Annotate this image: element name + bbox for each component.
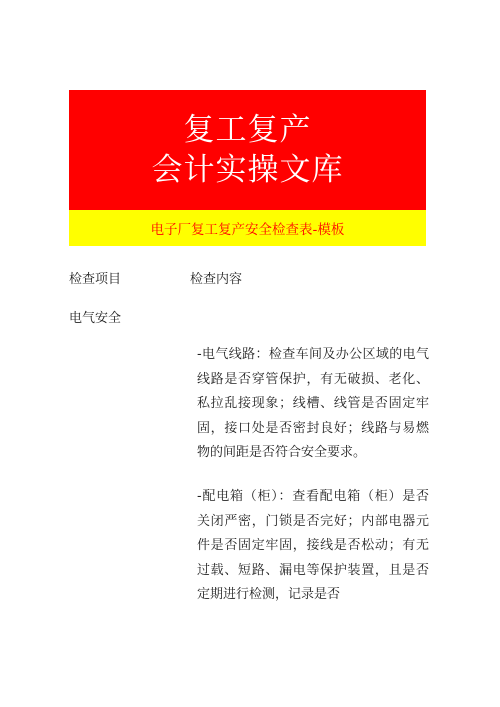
- title-banner: [69, 90, 426, 210]
- check-item-distribution-box: -配电箱（柜）：查看配电箱（柜）是否关闭严密，门锁是否完好；内部电器元件是否固定牢固，接线是否松动；有无过载、短路、漏电等保护装置，且是否定期进行检测，记录是否: [197, 489, 429, 602]
- subtitle-bar: [69, 210, 426, 246]
- column-header-content: 检查内容: [190, 272, 243, 287]
- banner-title-line-1: 复工复产: [183, 112, 312, 148]
- column-header-item: 检查项目: [69, 272, 122, 287]
- check-item-electrical-wiring: -电气线路：检查车间及办公区域的电气线路是否穿管保护，有无破损、老化、私拉乱接现象；线槽、线管是否固定牢固，接口处是否密封良好；线路与易燃物的间距是否符合安全要求。: [197, 347, 429, 460]
- category-electrical-safety: 电气安全: [69, 311, 122, 326]
- document-subtitle: 电子厂复工复产安全检查表-模板: [150, 222, 345, 238]
- banner-title-line-2: 会计实操文库: [151, 152, 344, 188]
